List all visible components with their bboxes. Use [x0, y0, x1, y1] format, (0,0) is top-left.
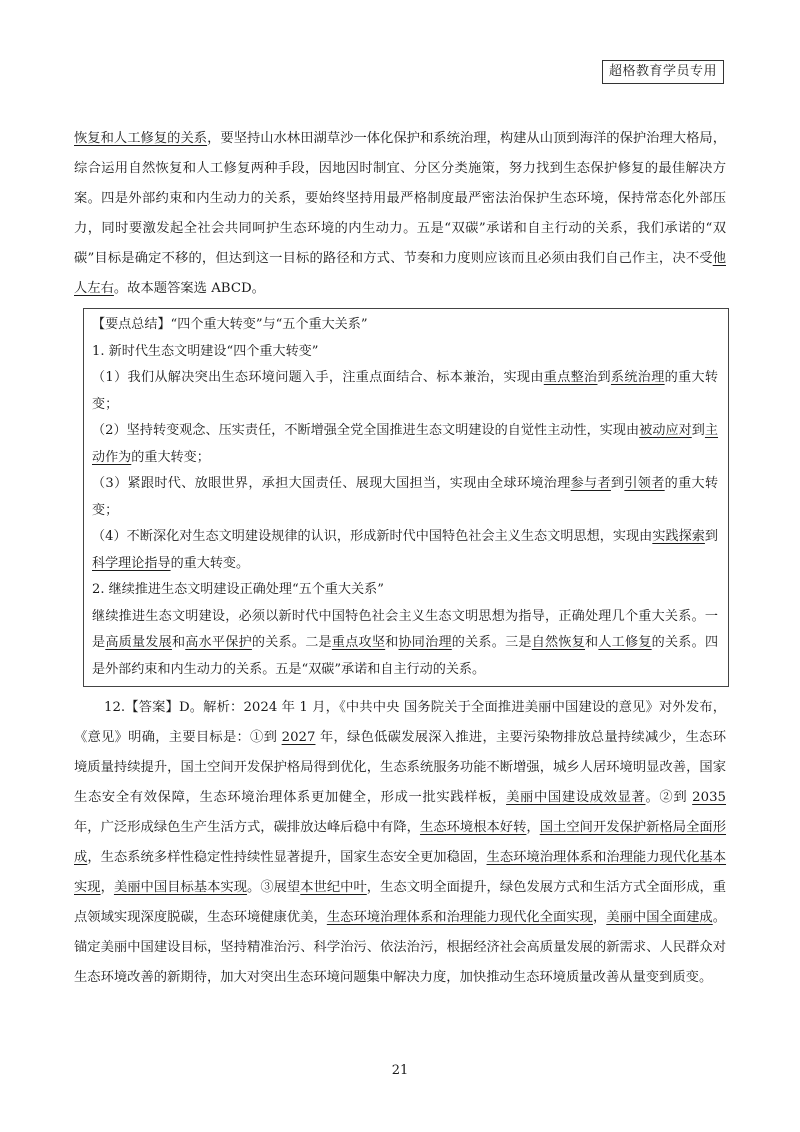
summary-heading-2: 2. 继续推进生态文明建设正确处理“五个重大关系”: [92, 582, 384, 597]
text: 12.【答案】D。解析：2024 年 1 月，《中共中央 国务院关于全面推进美丽中国建设的意见》对外发布，《意见》明确，主要目标是：①到: [74, 700, 726, 745]
summary-box: [83, 308, 729, 687]
text: 的重大转变；: [131, 449, 210, 465]
answer-paragraph: [74, 693, 726, 993]
summary-item-2: [92, 418, 718, 471]
underline: 参与者: [570, 476, 611, 491]
summary-item-4: [92, 524, 718, 577]
text: 和: [585, 635, 599, 650]
underline: 引领者: [624, 476, 665, 491]
text: ，: [592, 910, 607, 925]
underline: 国土空间开发保护新格局全面形成: [74, 820, 727, 865]
page-content: [74, 124, 726, 993]
text: ，: [526, 820, 540, 835]
summary-item-3: [92, 471, 718, 524]
text: 到: [691, 423, 705, 438]
text: 的关系。四是外部约束和内生动力的关系。五是“双碳”承诺和自主行动的关系。: [92, 635, 719, 677]
intro-text-1: ，要坚持山水林田湖草沙一体化保护和系统治理，构建从山顶到海洋的保护治理大格局，综合运用自然恢复和人工修复两种手段，因地因时制宜、分区分类施策，努力找到生态保护修复的最佳解决方案。四是外部约束和内生动力的关系，要始终坚持用最严格制度最严密法治保护生态环境，保持常态化外部压力，同时要激发起全社会共同呵护生态环境的内生动力。五是“双碳”承诺和自主行动的关系，我们承诺的“双碳”目标是确定不移的，但达到这一目标的路径和方式、节奏和力度则应该而且必须由我们自己作主，决不受: [74, 131, 727, 266]
underline: 美丽中国目标基本实现: [113, 880, 248, 895]
text: 的重大转变；: [92, 370, 719, 412]
text: ，生态文明全面提升，绿色发展方式和生活方式全面形成，重点领域实现深度脱碳，生态环境健康优美，: [74, 880, 727, 925]
page-number: 21: [391, 1063, 409, 1078]
text: （3）紧跟时代、放眼世界，承担大国责任、展现大国担当，实现由全球环境治理: [92, 476, 571, 491]
underline: 高质量发展: [105, 635, 172, 650]
underline: 美丽中国全面建成: [606, 910, 713, 925]
underline: 高水平保护: [185, 635, 252, 650]
underline: 2027: [281, 730, 316, 745]
underline: 自然恢复: [531, 635, 586, 650]
intro-underline-1: 恢复和人工修复的关系: [74, 131, 208, 146]
underline: 科学理论指导: [92, 555, 171, 571]
underline: 协同治理: [398, 635, 452, 650]
underline: 2035: [692, 790, 727, 805]
text: 。锚定美丽中国建设目标，坚持精准治污、科学治污、依法治污，根据经济社会高质量发展的新需求、人民群众对生态环境改善的新期待，加大对突出生态环境问题集中解决力度，加快推动生态环境质量改善从量变到质变。: [74, 910, 727, 985]
text: 继续推进生态文明建设，必须以新时代中国特色社会主义生态文明思想为指导，正确处理几个重大关系。一是: [92, 608, 718, 650]
underline: 人工修复: [598, 635, 652, 650]
underline: 美丽中国建设成效显著: [506, 790, 646, 805]
underline: 本世纪中叶: [300, 880, 367, 895]
text: ，生态系统多样性稳定性持续性显著提升，国家生态安全更加稳固，: [87, 850, 487, 865]
summary-item-1: [92, 365, 718, 418]
text: 。②到: [645, 790, 693, 805]
underline: 重点整治: [543, 370, 598, 385]
underline: 重点攻坚: [331, 635, 386, 650]
text: 到: [610, 476, 625, 491]
intro-paragraph: [74, 124, 726, 304]
text: 的重大转变。: [170, 555, 250, 571]
text: （4）不断深化对生态文明建设规律的认识，形成新时代中国特色社会主义生态文明思想，实现由: [92, 529, 653, 544]
underline: 生态环境根本好转: [419, 820, 527, 835]
text: 的关系。二是: [251, 635, 332, 650]
underline: 生态环境治理体系和治理能力现代化基本实现: [74, 850, 727, 895]
text: ，: [100, 880, 114, 895]
summary-title: 【要点总结】“四个重大转变”与“五个重大关系”: [92, 317, 368, 332]
text: 年，广泛形成绿色生产生活方式，碳排放达峰后稳中有降，: [74, 820, 420, 835]
summary-relations: [92, 604, 718, 684]
text: 年，绿色低碳发展深入推进，主要污染物排放总量持续减少，生态环境质量持续提升，国土空间开发保护格局得到优化，生态系统服务功能不断增强，城乡人居环境明显改善，国家生态安全有效保障，生态环境治理体系更加健全，形成一批实践样板，: [74, 730, 726, 805]
underline: 主动作为: [92, 423, 719, 465]
text: 和: [385, 635, 399, 650]
summary-heading-1: 1. 新时代生态文明建设“四个重大转变”: [92, 343, 319, 359]
underline: 被动应对: [639, 423, 692, 438]
text: 的关系。三是: [451, 635, 532, 650]
text: （1）我们从解决突出生态环境问题入手，注重点面结合、标本兼治，实现由: [92, 370, 544, 385]
text: 和: [171, 635, 186, 650]
underline: 生态环境治理体系和治理能力现代化全面实现: [326, 910, 593, 925]
underline: 系统治理: [610, 370, 665, 385]
underline: 实践探索: [652, 529, 705, 544]
header-tag: 超格教育学员专用: [602, 60, 724, 84]
intro-underline-2: 他人左右: [74, 251, 726, 296]
text: 的重大转变；: [92, 476, 719, 518]
text: 到: [597, 370, 611, 385]
text: 到: [704, 529, 718, 544]
intro-text-2: 。故本题答案选 ABCD。: [113, 281, 265, 296]
text: （2）坚持转变观念、压实责任，不断增强全党全国推进生态文明建设的自觉性主动性，实现由: [92, 423, 640, 438]
text: 。③展望: [247, 880, 301, 895]
